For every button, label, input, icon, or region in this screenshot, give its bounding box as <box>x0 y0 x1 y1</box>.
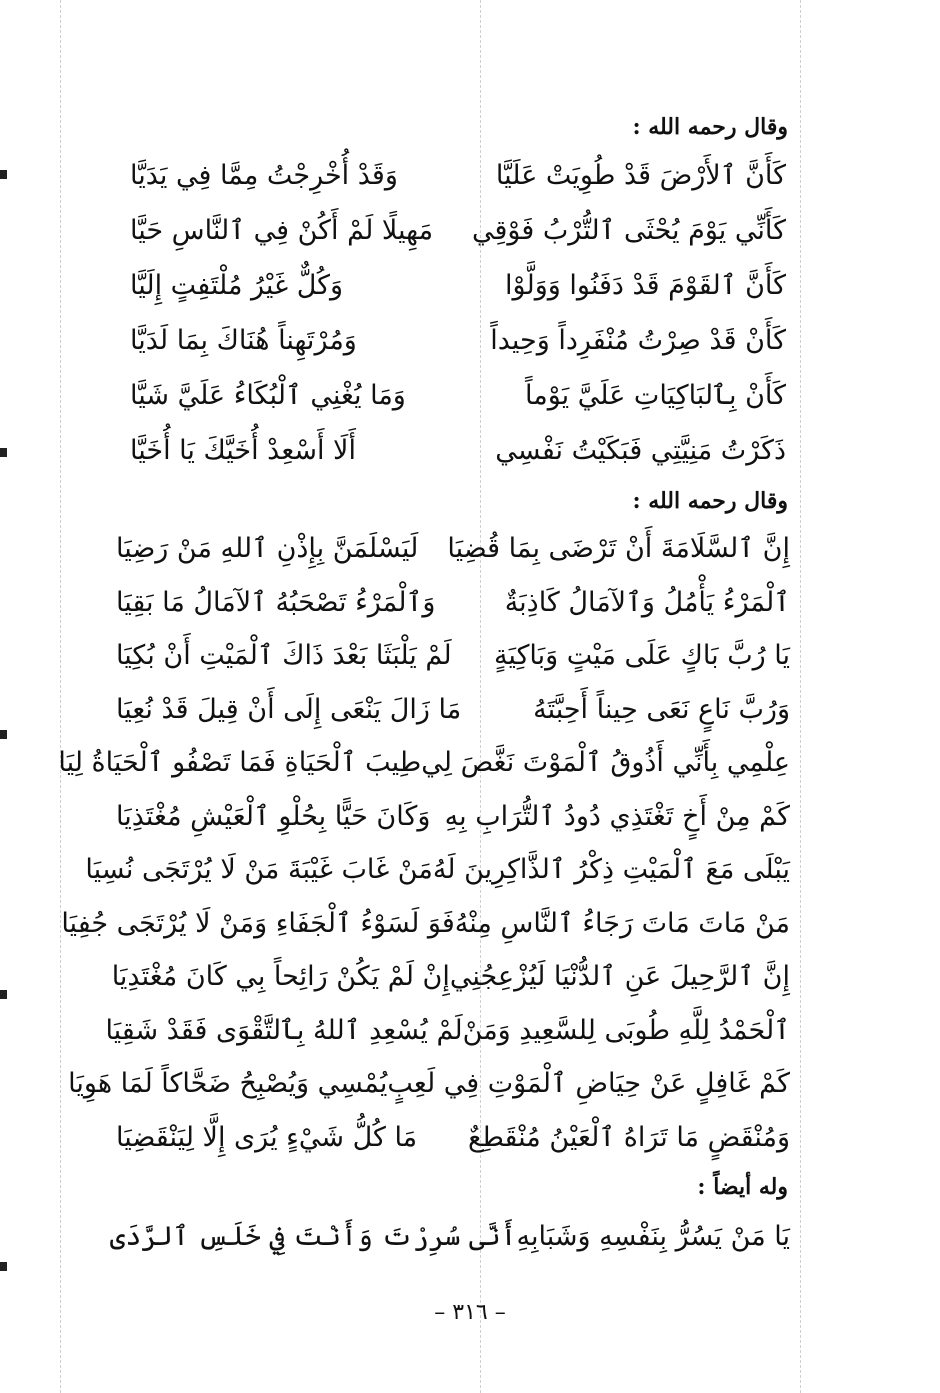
first-hemistich: يَبْلَى مَعَ ٱلْمَيْتِ ذِكْرُ ٱلذَّاكِرِينَ لَهُ <box>432 854 790 886</box>
verse-line <box>110 950 790 1004</box>
first-hemistich: كَأَنَّ ٱلأَرْضَ قَدْ طُوِيَتْ عَلَيَّا <box>495 160 786 191</box>
second-hemistich: وَمَا يُغْنِي ٱلْبُكَاءُ عَلَيَّ شَيَّا <box>130 380 406 411</box>
verse-line <box>110 423 790 478</box>
registration-mark <box>0 448 7 457</box>
second-hemistich: إِنْ لَمْ يَكُنْ رَائِحاً بِي كَانَ مُغْتَدِيَا <box>111 961 450 993</box>
page-number: – ٣١٦ – <box>434 1300 506 1325</box>
second-hemistich: مَا زَالَ يَنْعَى إِلَى أَنْ قِيلَ قَدْ نُعِيَا <box>116 693 462 725</box>
verse-line <box>110 576 790 630</box>
verse-line <box>110 368 790 423</box>
second-hemistich: مَا كُلُّ شَيْءٍ يُرَى إِلَّا لِيَنْقَضِيَا <box>116 1121 418 1153</box>
first-hemistich: ٱلْمَرْءُ يَأْمُلُ وَٱلآمَالُ كَاذِبَةٌ <box>504 586 790 618</box>
verse-line <box>61 897 790 951</box>
verse-line <box>110 1208 790 1264</box>
second-hemistich: وَٱلْمَرْءُ تَصْحَبُهُ ٱلآمَالُ مَا بَقِيَا <box>116 586 436 618</box>
verse-line <box>110 629 790 683</box>
first-hemistich: يَا رُبَّ بَاكٍ عَلَى مَيْتٍ وَبَاكِيَةٍ <box>493 640 790 672</box>
first-hemistich: كَأَنْ قَدْ صِرْتُ مُنْفَرِداً وَحِيداً <box>490 325 786 356</box>
second-hemistich: طِيبَ ٱلْحَيَاةِ فَمَا تَصْفُو ٱلْحَيَاةُ لِيَا <box>58 747 422 779</box>
verse-line <box>110 313 790 368</box>
verse-line <box>68 1057 790 1111</box>
second-hemistich: لَمْ يُسْعِدِ ٱللهُ بِٱلتَّقْوَى فَقَدْ شَقِيَا <box>105 1014 463 1046</box>
second-hemistich: لَمْ يَلْبَثَا بَعْدَ ذَاكَ ٱلْمَيْتِ أَنْ بُكِيَا <box>116 640 452 672</box>
verse-line <box>85 843 790 897</box>
first-hemistich: كَمْ غَافِلٍ عَنْ حِيَاضِ ٱلْمَوْتِ فِي لَعِبٍ <box>387 1068 790 1100</box>
second-hemistich: أَنَّى سُرِرْتَ وَأَنْتَ فِي خَلَسِ ٱلرَّدَى <box>109 1220 517 1252</box>
registration-mark <box>0 1262 7 1271</box>
registration-mark <box>0 170 7 179</box>
section-heading: وقال رحمه الله : <box>632 114 788 140</box>
verse-line <box>110 148 790 203</box>
poem <box>110 148 790 478</box>
verse-line <box>110 790 790 844</box>
second-hemistich: لَيَسْلَمَنَّ بِإِذْنِ ٱللهِ مَنْ رَضِيَا <box>116 533 419 565</box>
second-hemistich: وَقَدْ أُخْرِجْتُ مِمَّا فِي يَدَيَّا <box>130 160 398 191</box>
verse-line <box>58 736 790 790</box>
second-hemistich: مَهِيلًا لَمْ أَكُنْ فِي ٱلنَّاسِ حَيَّا <box>130 215 434 246</box>
first-hemistich: إِنَّ ٱلرَّحِيلَ عَنِ ٱلدُّنْيَا لَيُزْعِجُنِي <box>449 961 790 993</box>
verse-line <box>110 1111 790 1165</box>
first-hemistich: كَأَنَّ ٱلقَوْمَ قَدْ دَفَنُوا وَوَلَّوْا <box>505 270 786 301</box>
poem <box>110 1208 790 1264</box>
section-heading: وله أيضاً : <box>697 1174 788 1200</box>
second-hemistich: يُمْسِي وَيُصْبِحُ ضَحَّاكاً لَمَا هَوِيَا <box>68 1068 388 1100</box>
second-hemistich: وَمُرْتَهِناً هُنَاكَ بِمَا لَدَيَّا <box>130 325 357 356</box>
first-hemistich: ٱلْحَمْدُ لِلَّهِ طُوبَى لِلسَّعِيدِ وَمَنْ <box>462 1014 790 1046</box>
first-hemistich: مَنْ مَاتَ مَاتَ رَجَاءُ ٱلنَّاسِ مِنْهُ <box>454 907 790 939</box>
second-hemistich: فَوَ لَسَوْءُ ٱلْجَفَاءِ وَمَنْ لَا يُرْتَجَى جُفِيَا <box>61 907 455 939</box>
verse-line <box>110 683 790 737</box>
first-hemistich: كَأَنْ بِٱلبَاكِيَاتِ عَلَيَّ يَوْماً <box>525 380 786 411</box>
first-hemistich: وَرُبَّ نَاعٍ نَعَى حِيناً أَحِبَّتَهُ <box>533 693 790 725</box>
scan-guide-line <box>800 0 801 1393</box>
poem <box>58 522 790 1164</box>
second-hemistich: أَلَا أَسْعِدْ أُخَيَّكَ يَا أُخَيَّا <box>130 435 356 466</box>
first-hemistich: كَمْ مِنْ أَخٍ تَغْتَذِي دُودُ ٱلتُّرَابِ بِهِ <box>444 800 790 832</box>
first-hemistich: ذَكَرْتُ مَنِيَّتِي فَبَكَيْتُ نَفْسِي <box>495 435 786 466</box>
section-heading: وقال رحمه الله : <box>632 488 788 514</box>
registration-mark <box>0 990 7 999</box>
first-hemistich: إِنَّ ٱلسَّلَامَةَ أَنْ تَرْضَى بِمَا قُضِيَا <box>447 533 790 565</box>
second-hemistich: مَنْ غَابَ غَيْبَةَ مَنْ لَا يُرْتَجَى نُسِيَا <box>85 854 433 886</box>
verse-line <box>105 1004 790 1058</box>
verse-line <box>110 522 790 576</box>
second-hemistich: وَكَانَ حَيًّا بِحُلْوِ ٱلْعَيْشِ مُغْتَذِيَا <box>116 800 431 832</box>
verse-line <box>110 203 790 258</box>
book-page <box>58 110 790 1270</box>
first-hemistich: عِلْمِي بِأَنِّي أَذُوقُ ٱلْمَوْتَ نَغَّصَ لِي <box>421 747 790 779</box>
scan-guide-line <box>60 0 61 1393</box>
first-hemistich: كَأَنِّي يَوْمَ يُحْثَى ٱلتُّرْبُ فَوْقِي <box>472 215 786 246</box>
first-hemistich: وَمُنْقَضٍ مَا تَرَاهُ ٱلْعَيْنُ مُنْقَطِعٌ <box>467 1121 790 1153</box>
registration-mark <box>0 730 7 739</box>
first-hemistich: يَا مَنْ يَسُرُّ بِنَفْسِهِ وَشَبَابِهِ <box>516 1220 790 1252</box>
second-hemistich: وَكُلٌّ غَيْرُ مُلْتَفِتٍ إِلَيَّا <box>130 270 344 301</box>
verse-line <box>110 258 790 313</box>
